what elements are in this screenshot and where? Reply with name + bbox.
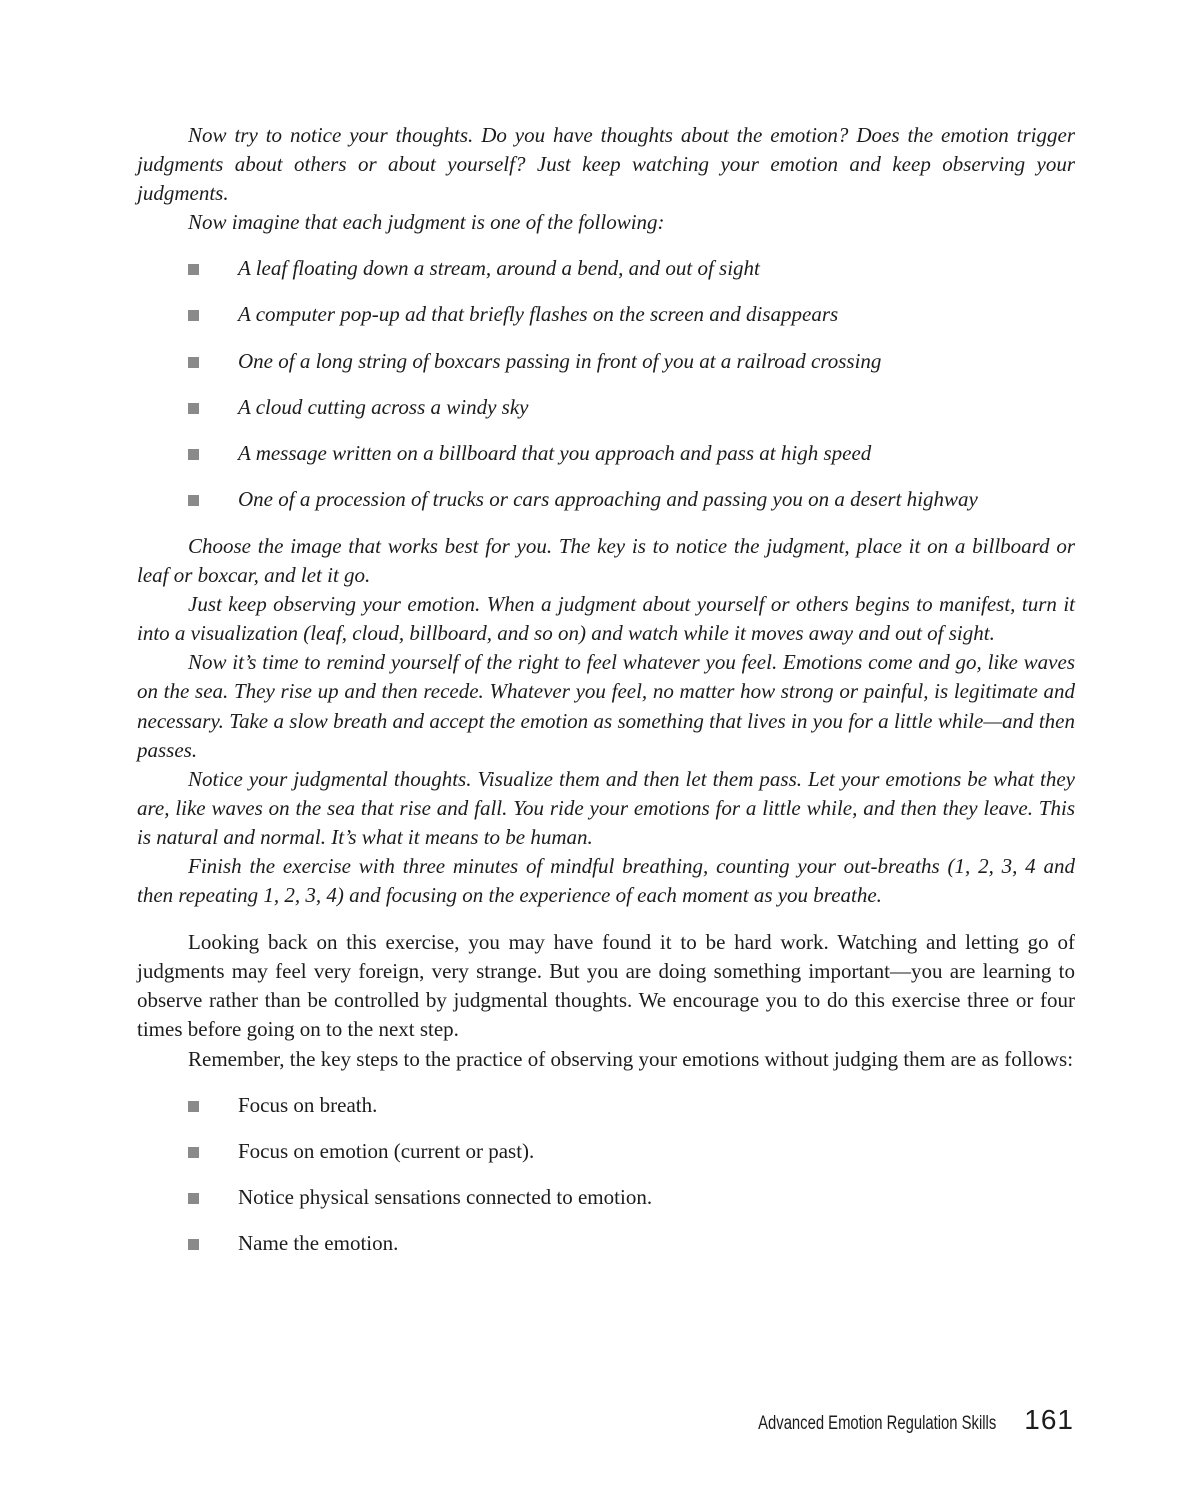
square-bullet-icon: [188, 1193, 199, 1204]
square-bullet-icon: [188, 1239, 199, 1250]
running-footer-title: Advanced Emotion Regulation Skills: [758, 1413, 997, 1434]
square-bullet-icon: [188, 495, 199, 506]
list-item: [137, 1229, 1075, 1258]
paragraph-key-steps: Remember, the key steps to the practice of observing your emotions without judging them are as follows:: [188, 1046, 1074, 1071]
list-item: [137, 439, 1075, 468]
paragraph-looking-back: Looking back on this exercise, you may have found it to be hard work. Watching and letting go of judgments may feel very foreign, very strange. But you are doing something important—you are learning to observe rather than be controlled by judgmental thoughts. We encourage you to do this exercise three or four times before going on to the next step.: [137, 930, 1075, 1042]
page-body: [137, 121, 1075, 1258]
square-bullet-icon: [188, 1147, 199, 1158]
paragraph-choose-image: Choose the image that works best for you. The key is to notice the judgment, place it on a billboard or leaf or boxcar, and let it go.: [137, 533, 1075, 588]
list-item-text: Focus on emotion (current or past).: [238, 1138, 535, 1163]
list-item: [137, 347, 1075, 376]
paragraph-finish-exercise: Finish the exercise with three minutes of mindful breathing, counting your out-breaths (1, 2, 3, 4 and then repeating 1, 2, 3, 4) and focusing on the experience of each moment as you breathe.: [137, 853, 1075, 908]
list-item-text: A cloud cutting across a windy sky: [238, 394, 529, 419]
list-item: [137, 1183, 1075, 1212]
paragraph-imagine-judgment: Now imagine that each judgment is one of the following:: [188, 210, 665, 235]
paragraph-notice-thoughts: Now try to notice your thoughts. Do you have thoughts about the emotion? Does the emotion trigger judgments about others or about yourself? Just keep watching your emotion and keep observing your judgments.: [137, 123, 1075, 206]
list-item-text: Notice physical sensations connected to emotion.: [238, 1184, 653, 1209]
list-item-text: A leaf floating down a stream, around a bend, and out of sight: [238, 256, 760, 281]
list-item-text: One of a procession of trucks or cars approaching and passing you on a desert highway: [238, 486, 978, 511]
square-bullet-icon: [188, 449, 199, 460]
square-bullet-icon: [188, 310, 199, 321]
list-item: [137, 254, 1075, 283]
list-item: [137, 485, 1075, 514]
list-item-text: A computer pop-up ad that briefly flashes on the screen and disappears: [238, 302, 839, 327]
list-item: [137, 1091, 1075, 1120]
list-item-text: One of a long string of boxcars passing in front of you at a railroad crossing: [238, 348, 882, 373]
commentary: [137, 928, 1075, 1073]
exercise-continuation: [137, 532, 1075, 910]
key-steps-list: [137, 1091, 1075, 1258]
paragraph-right-to-feel: Now it’s time to remind yourself of the right to feel whatever you feel. Emotions come and go, like waves on the sea. They rise up and then recede. Whatever you feel, no matter how strong or painful, is legitimate and necessary. Take a slow breath and accept the emotion as something that lives in you for a little while—and then passes.: [137, 650, 1075, 762]
square-bullet-icon: [188, 403, 199, 414]
paragraph-judgmental-thoughts: Notice your judgmental thoughts. Visualize them and then let them pass. Let your emotions be what they are, like waves on the sea that rise and fall. You ride your emotions for a little while, and then they leave. This is natural and normal. It’s what it means to be human.: [137, 766, 1075, 849]
square-bullet-icon: [188, 1101, 199, 1112]
list-item-text: Focus on breath.: [238, 1092, 378, 1117]
page-footer: [691, 1404, 1074, 1438]
list-item: [137, 393, 1075, 422]
page-number: 161: [1024, 1404, 1074, 1435]
paragraph-keep-observing: Just keep observing your emotion. When a judgment about yourself or others begins to manifest, turn it into a visualization (leaf, cloud, billboard, and so on) and watch while it moves away and out of sight.: [137, 592, 1075, 646]
list-item: [137, 300, 1075, 329]
imagery-list: [137, 254, 1075, 514]
square-bullet-icon: [188, 264, 199, 275]
list-item-text: A message written on a billboard that you approach and pass at high speed: [238, 440, 872, 465]
list-item-text: Name the emotion.: [238, 1230, 399, 1255]
list-item: [137, 1137, 1075, 1166]
square-bullet-icon: [188, 357, 199, 368]
